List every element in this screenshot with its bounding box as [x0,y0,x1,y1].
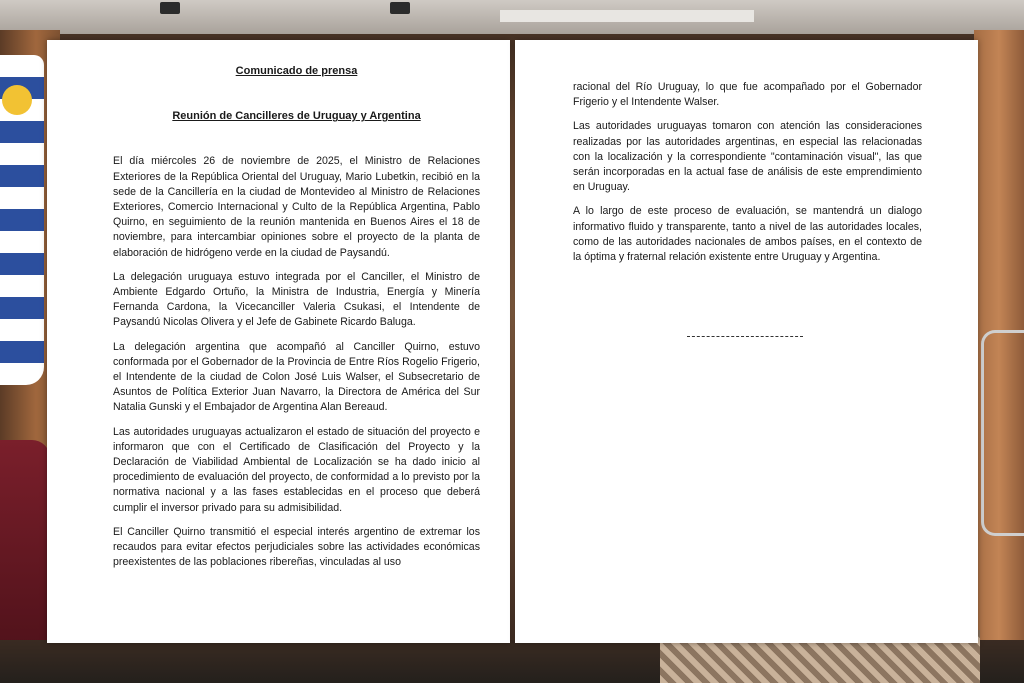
paragraph: A lo largo de este proceso de evaluación, se mantendrá un dialogo informativo fluido y transparente, tanto a nivel de las autoridades locales, como de las autoridades nacionales de ambos países, en el contexto de la óptima y fraternal relación existente entre Uruguay y Argentina. [573,205,922,264]
flag-sun-icon [2,85,32,115]
paragraph: El día miércoles 26 de noviembre de 2025, el Ministro de Relaciones Exteriores de la República Oriental del Uruguay, Mario Lubetkin, recibió en la sede de la Cancillería en la ciudad de Montevideo al Ministro de Relaciones Exteriores, Comercio Internacional y Culto de la República Argentina, Pablo Quirno, en seguimiento de la reunión mantenida en Buenos Aires el 18 de noviembre, para intercambiar opiniones sobre el proyecto de la planta de elaboración de hidrógeno verde en la ciudad de Paysandú. [113,155,480,259]
ceiling-light [160,2,180,14]
paragraph: El Canciller Quirno transmitió el especial interés argentino de extremar los recaudos para evitar efectos perjudiciales sobre las actividades económicas preexistentes de las poblaciones ribereñas, vinculadas al uso [113,525,480,569]
metal-chair [981,330,1024,536]
document-page-right [515,40,978,643]
page-content [113,64,480,579]
document-title: Comunicado de prensa [235,65,358,77]
ceiling [0,0,1024,34]
document-subtitle: Reunión de Cancilleres de Uruguay y Argentina [172,110,421,123]
document-page-left [47,40,510,643]
page-content [573,80,922,274]
paragraph: Las autoridades uruguayas actualizaron el estado de situación del proyecto e informaron que con el Certificado de Clasificación del Proyecto y la Declaración de Viabilidad Ambiental de Localización se ha dado inicio al procedimiento de evaluación del proyecto, de conformidad a lo previsto por la normativa nacional y a las fases establecidas en el proceso que deberá cumplir el inversor privado para su admisibilidad. [113,425,480,514]
ceiling-light [390,2,410,14]
paragraph: La delegación argentina que acompañó al Canciller Quirno, estuvo conformada por el Gobernador de la Provincia de Entre Ríos Rogelio Frigerio, el Intendente de la ciudad de Colon José Luis Walser, el Subsecretario de Asuntos de Política Exterior Juan Navarro, la Directora de América del Sur Natalia Gunski y el Embajador de Argentina Alan Bereaud. [113,340,480,414]
end-separator [687,336,803,337]
paragraph: Las autoridades uruguayas tomaron con atención las consideraciones realizadas por las autoridades argentinas, en especial las relacionadas con la localización y la correspondiente "contaminación visual", las que serán incorporadas en la actual fase de análisis de este emprendimiento en Uruguay. [573,120,922,194]
paragraph: La delegación uruguaya estuvo integrada por el Canciller, el Ministro de Ambiente Edgardo Ortuño, la Ministra de Industria, Energía y Minería Fernanda Cardona, la Vicecanciller Valeria Csukasi, el Intendente de Paysandú Nicolas Olivera y el Jefe de Gabinete Ricardo Baluga. [113,270,480,329]
ceiling-rail [500,10,754,22]
paragraph: racional del Río Uruguay, lo que fue acompañado por el Gobernador Frigerio y el Intendente Walser. [573,81,922,109]
